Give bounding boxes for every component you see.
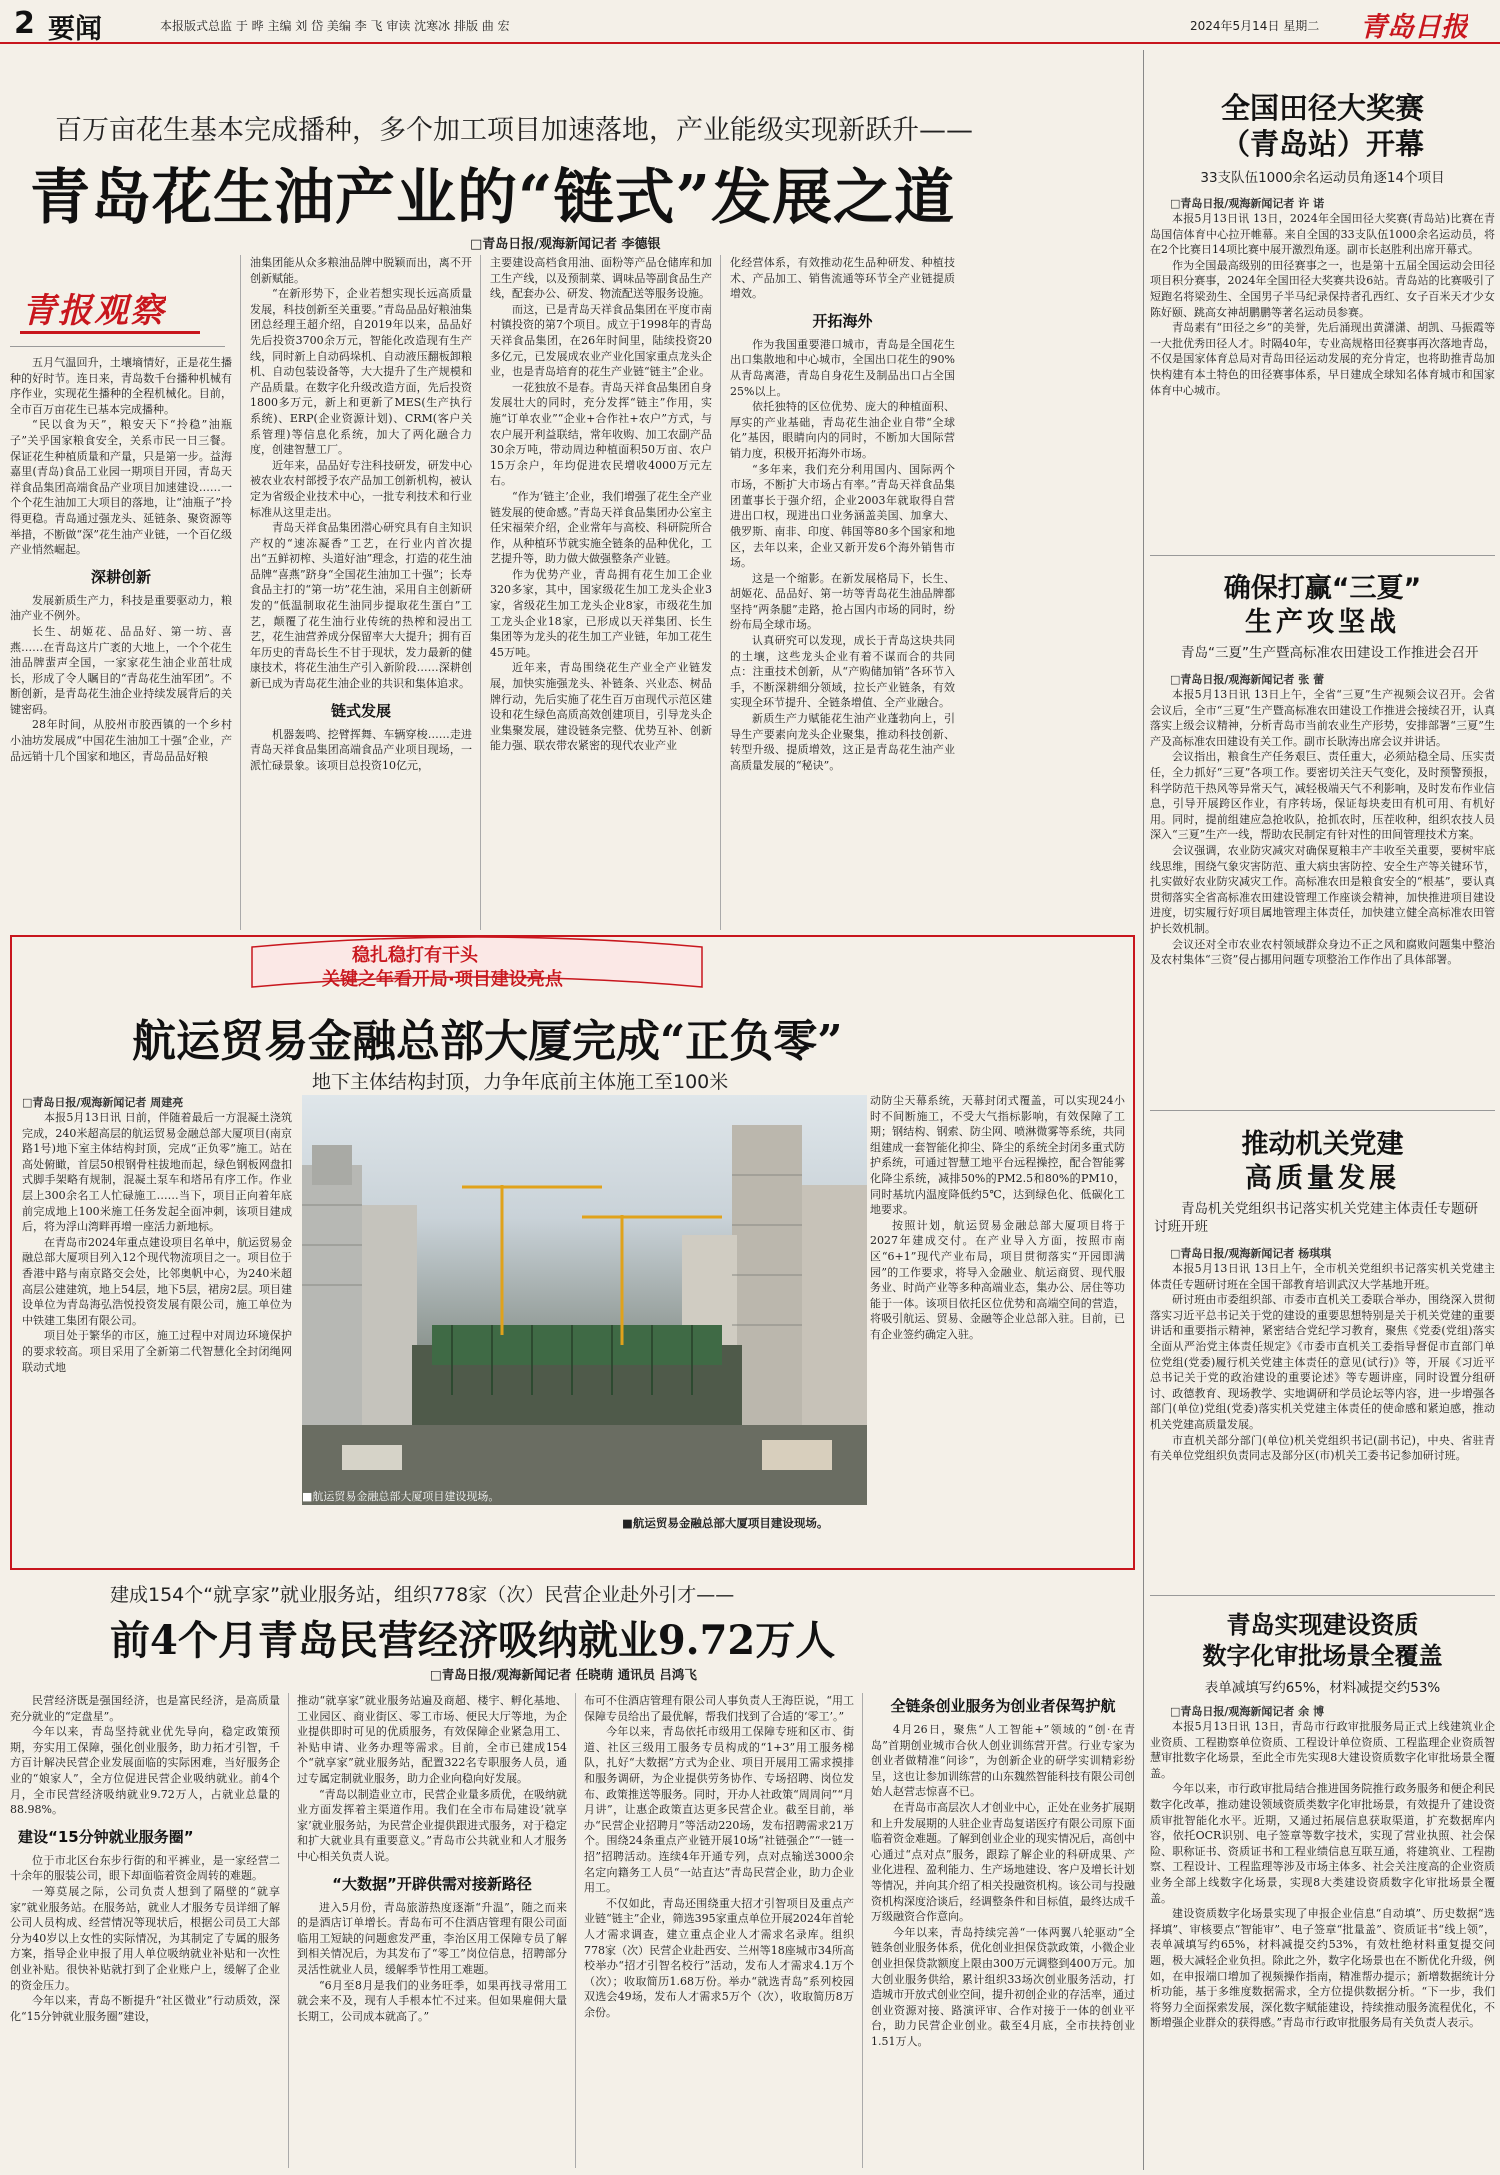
paragraph: 会议还对全市农业农村领域群众身边不正之风和腐败问题集中整治及农村集体“三资”侵占挪用问题专项整治工作作出了具体部署。 xyxy=(1150,937,1495,967)
paragraph: 今年以来，青岛不断提升“社区微业”行动质效，深化“15分钟就业服务圈”建设， xyxy=(10,1994,280,2023)
sports-subtitle: 33支队伍1000余名运动员角逐14个项目 xyxy=(1200,170,1445,186)
paragraph: 而这，已是青岛天祥食品集团在平度市南村镇投资的第7个项目。成立于1998年的青岛天祥食品集团，在26年时间里，陆续投资20多亿元，已发展成农业产业化国家重点龙头企业，也是青岛培育的花生产业链“链主”企业。 xyxy=(490,302,712,379)
paragraph: 主要建设高档食用油、面粉等产品仓储库和加工生产线，以及预制菜、调味品等副食品生产线，配套办公、研发、物流配送等服务设施。 xyxy=(490,256,712,301)
sports-title-2: （青岛站）开幕 xyxy=(1220,127,1424,161)
subhead-innovation: 深耕创新 xyxy=(90,567,151,586)
paragraph: 今年以来，青岛坚持就业优先导向，稳定政策预期，夯实用工保障，强化创业服务，助力拓才引智，千方百计解决民营企业发展面临的实际困难，当好服务企业的“娘家人”，全方位促进民营企业吸纳就业。前4个月，全市民营经济吸纳就业9.72万人，占就业总量的88.98%。 xyxy=(10,1725,280,1817)
sports-byline: □青岛日报/观海新闻记者 许 诺 xyxy=(1170,197,1325,210)
section-name: 要闻 xyxy=(48,14,102,44)
bottom-title: 前4个月青岛民营经济吸纳就业9.72万人 xyxy=(110,1617,836,1664)
paragraph: 位于市北区台东步行街的和平裤业，是一家经营二十余年的服装公司，眼下却面临着资金周转的难题。 xyxy=(10,1853,280,1883)
lead-col-1 xyxy=(10,355,232,935)
paragraph: “民以食为天”，粮安天下“拎稳”油瓶子”关乎国家粮食安全，关系市民一日三餐。保证花生种植质量和产量，只是第一步。益海嘉里(青岛)食品工业园一期项目开园，青岛天祥食品集团高端食品产业项目加速建设……一个个花生油加工大项目的落地，让“油瓶子”拎得更稳。青岛通过强龙头、延链条、聚资源等举措，不断做“深”花生油产业链，一个百亿级产业悄然崛起。 xyxy=(10,418,232,557)
paragraph: 布可不住酒店管理有限公司人事负责人王海臣说，“用工保障专员给出了最优解，帮我们找到了合适的‘零工’。” xyxy=(584,1694,854,1723)
harvest-byline: □青岛日报/观海新闻记者 张 蕾 xyxy=(1170,673,1325,686)
bottom-col-2 xyxy=(297,1693,567,2173)
col-divider xyxy=(480,255,481,930)
paragraph: 28年时间，从胶州市胶西镇的一个乡村小油坊发展成“中国花生油加工十强”企业，产品远销十几个国家和地区，青岛品品好粮 xyxy=(10,718,232,763)
banner-line-2: 关键之年看开局·项目建设亮点 xyxy=(322,969,563,990)
paragraph: 近年来，品品好专注科技研发，研发中心被农业农村部授予农产品加工创新机构，被认定为省级企业技术中心，一批专利技术和行业标准从这里走出。 xyxy=(250,458,472,519)
photo-caption: ■航运贸易金融总部大厦项目建设现场。 xyxy=(302,1490,500,1503)
harvest-title-2: 生产攻坚战 xyxy=(1245,607,1400,638)
feature-byline: □青岛日报/观海新闻记者 周建亮 xyxy=(22,1096,184,1109)
bottom-article xyxy=(10,1575,1135,2175)
paragraph: 作为优势产业，青岛拥有花生加工企业320多家，其中，国家级花生加工龙头企业3家，省级花生加工龙头企业8家，市级花生加工龙头企业18家，已形成以天祥集团、长生集团等为龙头的花生加工产业链，年加工花生45万吨。 xyxy=(490,567,712,659)
paragraph: 会议强调，农业防灾减灾对确保夏粮丰产丰收至关重要，要树牢底线思维，围绕气象灾害防范、重大病虫害防控、安全生产等关键环节，扎实做好农业防灾减灾工作。高标准农田是粮食安全的“根基”，要认真贯彻落实全省高标准农田建设管理工作座谈会精神，加快推进项目建设进度，切实履行好项目属地管理主体责任，加快建立健全高标准农田管护长效机制。 xyxy=(1150,843,1495,935)
col-divider xyxy=(575,1693,576,2168)
construction-photo xyxy=(302,1095,867,1505)
paragraph: 市直机关部分部门(单位)机关党组织书记(副书记)，中央、省驻青有关单位党组织负责同志及部分区(市)机关工委书记参加研讨班。 xyxy=(1150,1433,1495,1463)
paragraph: 本报5月13日讯 13日上午，全省“三夏”生产视频会议召开。会省会议后，全市“三夏”生产暨高标准农田建设工作推进会接续召开，认真落实上级会议精神，分析青岛市当前农业生产形势，安排部署“三夏”生产及高标准农田建设有关工作。副市长耿涛出席会议并讲话。 xyxy=(1150,688,1495,748)
photo-caption-strip: ■航运贸易金融总部大厦项目建设现场。 xyxy=(622,1516,829,1530)
paragraph: 进入5月份，青岛旅游热度逐渐“升温”，随之而来的是酒店订单增长。青岛布可不住酒店管理有限公司面临用工短缺的问题愈发严重，李治区用工保障专员了解到相关情况后，为其发布了“零工”岗位信息，招聘部分灵活性就业人员，缓解季节性用工难题。 xyxy=(297,1900,567,1976)
paragraph: 本报5月13日讯 13日上午，全市机关党组织书记落实机关党建主体责任专题研讨班在全国干部教育培训武汉大学基地开班。 xyxy=(1150,1262,1495,1291)
paragraph: 新质生产力赋能花生油产业蓬勃向上，引导生产要素向龙头企业聚集，推动科技创新、转型升级、提质增效，这正是青岛花生油产业高质量发展的“秘诀”。 xyxy=(730,712,955,772)
feature-text-right xyxy=(870,1093,1125,1488)
paragraph: 长生、胡姬花、品品好、第一坊、喜燕……在青岛这片广袤的大地上，一个个花生油品牌蜚声全国，一家家花生油企业茁壮成长，形成了令人瞩目的“青岛花生油军团”。不断创新，是青岛花生油企业持续发展背后的关键密码。 xyxy=(10,624,232,716)
approval-article xyxy=(1150,1610,1495,2170)
approval-byline: □青岛日报/观海新闻记者 余 博 xyxy=(1170,1705,1325,1718)
subhead-chain: 链式发展 xyxy=(330,701,391,720)
paragraph: 民营经济既是强国经济，也是富民经济，是高质量充分就业的“定盘星”。 xyxy=(10,1694,280,1723)
paragraph: “多年来，我们充分利用国内、国际两个市场，不断扩大市场占有率。”青岛天祥食品集团董事长于强介绍，企业2003年就取得自营进出口权，现进出口业务涵盖美国、加拿大、俄罗斯、南非、印度、韩国等80多个国家和地区，去年以来，企业又新开发6个海外销售市场。 xyxy=(730,462,955,570)
paragraph: 认真研究可以发现，成长于青岛这块共同的土壤，这些龙头企业有着不谋而合的共同点：注重技术创新，从“产购储加销”各环节入手，不断深耕细分领域，拉长产业链条，有效实现全环节提升、全链条增值、全产业融合。 xyxy=(730,634,955,710)
subhead-service-circle: 建设“15分钟就业服务圈” xyxy=(18,1827,194,1846)
col-divider xyxy=(240,255,241,930)
paragraph: 本报5月13日讯 13日，2024年全国田径大奖赛(青岛站)比赛在青岛国信体育中心拉开帷幕。来自全国的33支队伍1000余名运动员，将在2个比赛日14项比赛中展开激烈角逐。副市长赵胜利出席开幕式。 xyxy=(1150,212,1495,257)
feature-subtitle: 地下主体结构封顶，力争年底前主体施工至100米 xyxy=(312,1071,729,1093)
paragraph: 建设资质数字化场景实现了申报企业信息“自动填”、历史数据“选择填”、审核要点“智能审”、电子签章“批量盖”、资质证书“线上领”，表单减填写约65%，材料减提交约53%，有效杜绝材料重复提交问题，极大减轻企业负担。除此之外，数字化场景也在不断优化升级，例如，在申报端口增加了视频操作指南，精准帮办提示；新增数据统计分析功能，基于多维度数据需求，全方位提供数据分析。“下一步，我们将努力全面探索发展，深化数字赋能建设，持续推动服务流程优化，不断增强企业群众的获得感。”青岛市行政审批服务局有关负责人表示。 xyxy=(1150,1907,1495,2030)
bottom-col-1 xyxy=(10,1693,280,2173)
feature-banner xyxy=(242,935,712,997)
paragraph: 油集团能从众多粮油品牌中脱颖而出，离不开创新赋能。 xyxy=(250,256,472,285)
approval-subtitle: 表单减填写约65%，材料减提交约53% xyxy=(1204,1680,1441,1696)
paragraph: “6月至8月是我们的业务旺季，如果再找寻常用工就会来不及，现有人手根本忙不过来。但如果雇佣大量长期工，公司成本就高了。” xyxy=(297,1978,567,2023)
paragraph: 4月26日，聚焦“人工智能+”领域的“创·在青岛”首期创业城市合伙人创业训练营开营。行业专家为创业者做精准“问诊”，为创新企业的研学实训精彩纷呈，这也让参加训练营的山东魏然智能科技有限公司创始人赵营志惊喜不已。 xyxy=(871,1723,1135,1799)
column-tag xyxy=(10,265,225,347)
paragraph: 在青岛市2024年重点建设项目名单中，航运贸易金融总部大厦项目列入12个现代物流项目之一。项目位于香港中路与南京路交会处，比邻奥帆中心，为240米超高层公建建筑，地上54层，地下5层，裙房2层。项目建设单位为青岛海弘浩悦投资发展有限公司，施工单位为中铁建工集团有限公司。 xyxy=(22,1235,292,1327)
lead-col-2 xyxy=(250,255,472,935)
paragraph: 青岛素有“田径之乡”的美誉，先后涌现出黄潇潇、胡凯、马振霞等一大批优秀田径人才。时隔40年，专业高规格田径赛事再次落地青岛，不仅是国家体育总局对青岛田径运动发展的充分肯定，也将助推青岛加快构建有本土特色的田径赛事体系，早日建成全球知名体育城市和国家体育中心城市。 xyxy=(1150,321,1495,397)
paragraph: 作为我国重要港口城市，青岛是全国花生出口集散地和中心城市，全国出口花生的90%从青岛离港，青岛自身花生及制品出口占全国25%以上。 xyxy=(730,337,955,398)
col-divider xyxy=(288,1693,289,2168)
paragraph: 近年来，青岛围绕花生产业全产业链发展，加快实施强龙头、补链条、兴业态、树品牌行动，先后实施了花生百万亩现代示范区建设和花生绿色高质高效创建项目，引导龙头企业集聚发展，建设链条完整、优势互补、创新能力强、联农带农紧密的现代农业产业 xyxy=(490,661,712,753)
lead-article xyxy=(10,50,1140,935)
paragraph: “作为‘链主’企业，我们增强了花生全产业链发展的使命感。”青岛天祥食品集团办公室主任宋福荣介绍，企业常年与高校、科研院所合作，从种植环节就实施全链条的品种优化，工艺提升等，助力做大做强整条产业链。 xyxy=(490,489,712,566)
bottom-kicker: 建成154个“就享家”就业服务站，组织778家（次）民营企业赴外引才—— xyxy=(110,1584,735,1606)
feature-title: 航运贸易金融总部大厦完成“正负零” xyxy=(132,1016,843,1067)
paragraph: 本报5月13日讯 13日，青岛市行政审批服务局正式上线建筑业企业资质、工程勘察单位资质、工程设计单位资质、工程监理企业资质智慧审批数字化场景，至此全市先实现8大建设资质数字化审批场景全覆盖。 xyxy=(1150,1720,1495,1780)
approval-title-2: 数字化审批场景全覆盖 xyxy=(1202,1642,1443,1670)
paragraph: “青岛以制造业立市，民营企业量多质优，在吸纳就业方面发挥着主渠道作用。我们在全市布局建设‘就享家’就业服务站，为民营企业提供跟进式服务，对于稳定和扩大就业具有重要意义。”青岛市公共就业和人才服务中心相关负责人说。 xyxy=(297,1787,567,1863)
bottom-byline: □青岛日报/观海新闻记者 任晓萌 通讯员 吕鸿飞 xyxy=(430,1667,697,1682)
paragraph: “在新形势下，企业若想实现长远高质量发展，科技创新至关重要。”青岛品品好粮油集团总经理王超介绍，自2019年以来，品品好先后投资3700余万元，智能化改造现有生产线，同时新上自动码垛机、自动液压翻板卸粮机、自动包装设备等，大大提升了生产规模和产品质量。在数字化升级改造方面，先后投资1800多万元，新上和更新了MES(生产执行系统)、ERP(企业资源计划)、CRM(客户关系管理)等信息化系统，加大了两化融合力度，创建智慧工厂。 xyxy=(250,287,472,457)
sports-article xyxy=(1150,90,1495,560)
col-divider xyxy=(862,1693,863,2168)
party-title-1: 推动机关党建 xyxy=(1241,1129,1404,1160)
lead-byline: □青岛日报/观海新闻记者 李德银 xyxy=(470,237,661,252)
paragraph: 依托独特的区位优势、庞大的种植面积、厚实的产业基础，青岛花生油企业自带“全球化”基因，眼睛向内的同时，不断加大国际营销力度，积极开拓海外市场。 xyxy=(730,400,955,460)
paragraph: 这是一个缩影。在新发展格局下，长生、胡姬花、品品好、第一坊等青岛花生油品牌都坚持“两条腿”走路，抢占国内市场的同时，纷纷布局全球市场。 xyxy=(730,571,955,632)
paragraph: 不仅如此，青岛还围绕重大招才引智项目及重点产业链“链主”企业，筛选395家重点单位开展2024年首轮人才需求调查，建立重点企业人才需求名录库。组织778家（次）民营企业赴西安、兰州等18座城市34所高校举办“招才引智名校行”活动，发布人才需求4.1万个（次）；收取简历1.68万份。举办“就选青岛”系列校园双选会49场，发布人才需求5万个（次），收取简历8万余份。 xyxy=(584,1896,854,2019)
col-divider xyxy=(720,255,721,930)
banner-line-1: 稳扎稳打有干头 xyxy=(352,945,478,966)
staff-credits: 本报版式总监 于 晔 主编 刘 岱 美编 李 飞 审读 沈寒冰 排版 曲 宏 xyxy=(160,19,510,33)
bottom-col-4 xyxy=(871,1693,1135,2173)
column-tag-underline xyxy=(20,331,200,334)
bottom-col-3 xyxy=(584,1693,854,2173)
construction-site-illustration xyxy=(302,1095,867,1505)
paragraph: 今年以来，市行政审批局结合推进国务院推行政务服务和便企利民数字化改革，推动建设领域资质类数字化审批场景，有效提升了建设资质审批智能化水平。近期，又通过拓展信息获取渠道，扩充数据库内容，依托OCR识别、电子签章等数字技术，实现了营业执照、社会保险、职称证书、资质证书和工程业绩信息互联互通，将建筑业、工程勘察、工程设计、工程监理等涉及市场主体多、社会关注度高的企业资质业务全部上线数字化场景，实现8大类建设资质数字化审批场景全覆盖。 xyxy=(1150,1782,1495,1905)
party-byline: □青岛日报/观海新闻记者 杨琪琪 xyxy=(1170,1247,1332,1260)
harvest-subtitle: 青岛“三夏”生产暨高标准农田建设工作推进会召开 xyxy=(1181,645,1479,661)
sidebar-divider xyxy=(1143,50,1144,2170)
page-number: 2 xyxy=(14,6,35,41)
paragraph: 化经营体系，有效推动花生品种研发、种植技术、产品加工、销售流通等环节全产业链提质增效。 xyxy=(730,256,955,301)
paragraph: 在青岛市高层次人才创业中心，正处在业务扩展期和上升发展期的人驻企业青岛复诺医疗有限公司原下面临着资金难题。了解到创业企业的现实情况后，高创中心通过“点对点”服务，跟踪了解企业的科研成果、产业化进程、盈利能力、生产场地建设、客户及增长计划等情况，并向其介绍了相关投融资机构。该公司与投融资机构深度洽谈后，经调整条件和目标值，最终达成千万级融资合作意向。 xyxy=(871,1800,1135,1924)
lead-kicker: 百万亩花生基本完成播种，多个加工项目加速落地，产业能级实现新跃升—— xyxy=(55,115,973,146)
paragraph: 机器轰鸣、挖臂挥舞、车辆穿梭……走进青岛天祥食品集团高端食品产业项目现场，一派忙碌景象。该项目总投资10亿元， xyxy=(250,727,472,772)
paragraph: 五月气温回升，土壤墒情好，正是花生播种的好时节。连日来，青岛数千台播种机械有序作业，实现花生播种的全程机械化。目前，全市百万亩花生已基本完成播种。 xyxy=(10,356,232,416)
lead-col-3 xyxy=(490,255,712,935)
subhead-startup: 全链条创业服务为创业者保驾护航 xyxy=(890,1697,1116,1715)
paragraph: 作为全国最高级别的田径赛事之一，也是第十五届全国运动会田径项目积分赛事，2024年全国田径大奖赛共设6站。青岛站的比赛吸引了短跑名将梁劲生、全国男子半马纪录保持者孔西红、女子百米天才少女陈好颐、跳高女神胡鹏鹏等著名运动员参赛。 xyxy=(1150,258,1495,319)
lead-title: 青岛花生油产业的“链式”发展之道 xyxy=(30,163,956,233)
section-rule xyxy=(1150,555,1495,556)
paragraph: 动防尘天幕系统，天幕封闭式覆盖，可以实现24小时不间断施工，不受大气指标影响，有效保障了工期；钢结构、钢索、防尘网、喷淋微雾等系统，共同组建成一套智能化抑尘、降尘的系统全封闭多重式防护系统，可通过智慧工地平台远程操控，配合智能雾化降尘系统，减排50%的PM2.5和80%的PM10，同时基坑内温度降低约5℃，达到绿色化、低碳化工地要求。 xyxy=(870,1094,1125,1217)
paragraph: 推动“就享家”就业服务站遍及商超、楼宇、孵化基地、工业园区、商业街区、零工市场、便民大厅等地，为企业提供即时可见的优质服务，有效保障企业紧急用工、补贴申请、业务办理等需求。目前，全市已建成154个“就享家”就业服务站，配置322名专职服务人员，通过专属定制就业服务，助力企业向稳向好发展。 xyxy=(297,1694,567,1785)
right-sidebar xyxy=(1150,50,1495,2170)
paragraph: 发展新质生产力，科技是重要驱动力，粮油产业不例外。 xyxy=(10,593,232,623)
harvest-title-1: 确保打赢“三夏” xyxy=(1223,573,1422,604)
paragraph: 按照计划，航运贸易金融总部大厦项目将于2027年建成交付。在产业导入方面，按照市南区“6+1”现代产业布局，项目贯彻落实“开园即满园”的工作要求，将导入金融业、航运商贸、现代服务业、时尚产业等多种高端业态，集办公、居住等功能于一体。该项目依托区位优势和高端空间的营造，将吸引航运、贸易、金融等企业总部入驻。目前，已有企业签约确定入驻。 xyxy=(870,1218,1125,1341)
paragraph: 今年以来，青岛依托市级用工保障专班和区市、街道、社区三级用工服务专员构成的“1+3”用工服务梯队，扎好“大数据”方式为企业、项目开展用工需求摸排和服务调研，为企业提供劳务协作、专场招聘、岗位发布、政策推送等服务。同时，开办人社政策“周周问”“月月讲”，让惠企政策直达更多民营企业。截至目前，举办“民营企业招聘月”等活动220场，发布招聘需求21万个。围绕24条重点产业链开展10场“社链强企”“一链一招”招聘活动。连续4年开通专列，点对点输送3000余名定向籍务工人员“一站直达”青岛民营企业，助力企业用工。 xyxy=(584,1725,854,1895)
approval-title-1: 青岛实现建设资质 xyxy=(1226,1611,1419,1639)
paragraph: 研讨班由市委组织部、市委市直机关工委联合举办，围绕深入贯彻落实习近平总书记关于党的建设的重要思想特别是关于机关党建的重要讲话和重要指示精神，紧密结合党纪学习教育，聚焦《党委(党组)落实全面从严治党主体责任规定》《市委市直机关工委指导督促市直部门单位党组(党委)履行机关党建主体责任的意见(试行)》等，开展《习近平总书记关于党的政治建设的重要论述》等专题讲座，同时设置分组研讨、政德教育、现场教学、实地调研和学员论坛等内容，进一步增强各部门(单位)党组(党委)落实机关党建主体责任的使命感和紧迫感，推动机关党建高质量发展。 xyxy=(1150,1293,1495,1431)
sports-title-1: 全国田径大奖赛 xyxy=(1220,91,1424,125)
paragraph: 今年以来，青岛持续完善“一体两翼八轮驱动”全链条创业服务体系，优化创业担保贷款政策，小微企业创业担保贷款额度上限由300万元调整到400万元。加大创业服务供给，累计组织33场次创业服务活动，打造城市开放式创业空间，提升初创企业的存活率，通过创业资源对接、路演评审、合作对接于一体的创业平台，助力民营企业创业。截至4月底，全市扶持创业1.51万人。 xyxy=(871,1925,1135,2048)
party-building-article xyxy=(1150,1128,1495,1628)
paragraph: 本报5月13日讯 日前，伴随着最后一方混凝土浇筑完成，240米超高层的航运贸易金融总部大厦项目(南京路1号)地下室主体结构封顶，完成“正负零”施工。站在高处俯瞰，首层50根钢骨柱拔地而起，绿色钢板网盘扣式脚手架略有规制，混凝土泵车和塔吊有序工作。作业层上300余名工人忙碌施工……当下，项目正向着年底前完成地上100米施工任务发起全面冲刺，该项目建成后，将为浮山湾畔再增一座活力新地标。 xyxy=(22,1111,292,1234)
paragraph: 青岛天祥食品集团潜心研究具有自主知识产权的“速冻凝香”工艺，在行业内首次提出“五鲜初榨、头道好油”理念，打造的花生油品牌“喜燕”跻身“全国花生油加工十强”；长寿食品主打的“第一坊”花生油，采用自主创新研发的“低温制取花生油同步提取花生蛋白”工艺，颠覆了花生油行业传统的热榨和浸出工艺，花生油营养成分保留率大大提升；拥有百年历史的青岛长生不甘于现状，发力最新的健康技术，将花生油生产引入新阶段……深耕创新已成为青岛花生油企业的共识和集体追求。 xyxy=(250,521,472,691)
column-tag-text: 青报观察 xyxy=(22,291,166,331)
harvest-article xyxy=(1150,572,1495,1157)
subhead-overseas: 开拓海外 xyxy=(812,311,873,330)
paragraph: 一筹莫展之际，公司负责人想到了隔壁的“就享家”就业服务站。在服务站，就业人才服务专员详细了解公司人员构成、经营情况等现状后，根据公司员工大部分为40岁以上女性的实际情况，为其制定了专属的服务方案，指导企业申报了用人单位吸纳就业补贴和一次性创业补贴。很快补贴就打到了企业账户上，缓解了企业的资金压力。 xyxy=(10,1884,280,1992)
lead-col-4 xyxy=(730,255,955,935)
paragraph: 项目处于繁华的市区，施工过程中对周边环境保护的要求较高。项目采用了全新第二代智慧化全封闭绳网联动式地 xyxy=(22,1329,292,1374)
page-header xyxy=(0,0,1500,44)
party-title-2: 高质量发展 xyxy=(1245,1163,1400,1194)
subhead-big-data: “大数据”开辟供需对接新路径 xyxy=(332,1874,532,1893)
issue-date: 2024年5月14日 星期二 xyxy=(1190,19,1320,33)
section-rule xyxy=(1150,1110,1495,1111)
party-subtitle: 青岛机关党组织书记落实机关党建主体责任专题研讨班开班 xyxy=(1154,1201,1478,1235)
paragraph: 会议指出，粮食生产任务艰巨、责任重大，必须站稳全局、压实责任，全力抓好“三夏”各项工作。要密切关注天气变化，及时预警预报，科学防范干热风等异常天气，减轻极端天气不利影响，及时发布作业信息，引导开展跨区作业，有序转场，保证每块麦田有机可用、有机好用。同时，提前组建应急抢收队，抢抓农时，压茬收种，组织农技人员深入“三夏”生产一线，帮助农民制定有针对性的田间管理技术方案。 xyxy=(1150,750,1495,842)
section-rule xyxy=(1150,1595,1495,1596)
masthead-logo: 青岛日报 xyxy=(1360,12,1468,43)
paragraph: 一花独放不是春。青岛天祥食品集团自身发展壮大的同时，充分发挥“链主”作用，实施“订单农业”“企业+合作社+农户”方式，与农户展开利益联结，常年收购、加工农副产品30余万吨，带动周边种植面积50万亩、农户15万余户，年均促进农民增收4000万元左右。 xyxy=(490,380,712,488)
feature-col-1 xyxy=(22,1095,292,1565)
